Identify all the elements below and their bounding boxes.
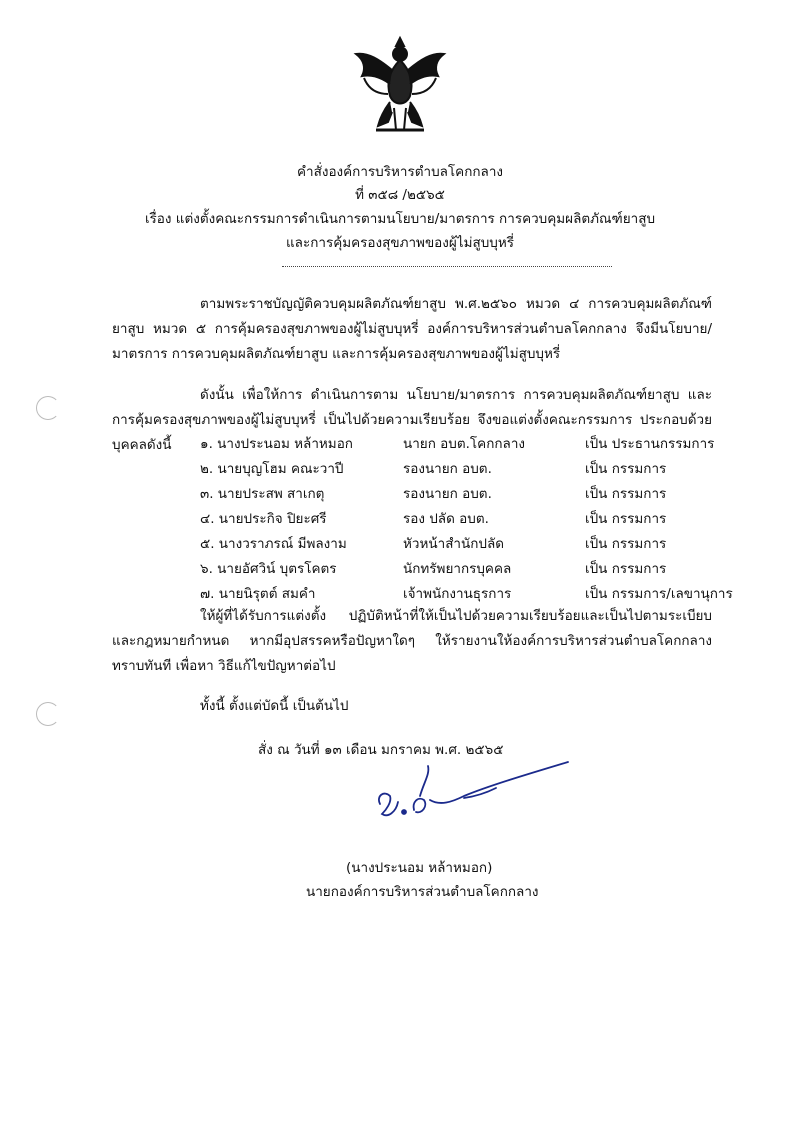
member-role: เป็น กรรมการ — [585, 561, 667, 577]
member-position: นายก อบต.โคกกลาง — [403, 436, 525, 452]
member-name: ๑. นางประนอม หล้าหมอก — [200, 436, 353, 452]
member-role: เป็น ประธานกรรมการ — [585, 436, 715, 452]
header-divider — [282, 266, 612, 267]
member-role: เป็น กรรมการ — [585, 461, 667, 477]
subject-line-2: และการคุ้มครองสุขภาพของผู้ไม่สูบบุหรี่ — [285, 235, 515, 251]
member-name: ๖. นายอัศวิน์ บุตรโคตร — [200, 561, 337, 577]
committee-row — [0, 432, 800, 456]
paragraph-3-text: ให้ผู้ที่ได้รับการแต่งตั้ง ปฏิบัติหน้าที่ให้เป็นไปด้วยความเรียบร้อยและเป็นไปตามระเบียบและกฎหมายกำหนด หากมีอุปสรรคหรือปัญหาใดๆ ให้รายงานให้องค์การบริหารส่วนตำบลโคกกลางทราบทันที เพื่อหา วิธีแก้ไขปัญหาต่อไป — [112, 608, 712, 674]
committee-row — [0, 582, 800, 606]
member-role: เป็น กรรมการ — [585, 536, 667, 552]
signatory-name: (นางประนอม หล้าหมอก) — [346, 860, 493, 876]
member-role: เป็น กรรมการ — [585, 486, 667, 502]
member-name: ๗. นายนิรุตต์ สมคำ — [200, 586, 316, 602]
committee-row — [0, 482, 800, 506]
order-number: ที่ ๓๕๘ /๒๕๖๕ — [355, 187, 445, 203]
member-name: ๓. นายประสพ สาเกตุ — [200, 486, 325, 502]
member-position: หัวหน้าสำนักปลัด — [403, 536, 505, 552]
order-title: คำสั่งองค์การบริหารตำบลโคกกลาง — [297, 164, 503, 180]
committee-row — [0, 457, 800, 481]
member-name: ๔. นายประกิจ ปิยะศรี — [200, 511, 327, 527]
member-role: เป็น กรรมการ — [585, 511, 667, 527]
signatory-title: นายกองค์การบริหารส่วนตำบลโคกกลาง — [306, 884, 539, 900]
member-position: รองนายก อบต. — [403, 486, 492, 502]
paragraph-2-text: ดังนั้น เพื่อให้การ ดำเนินการตาม นโยบาย/มาตรการ การควบคุมผลิตภัณฑ์ยาสูบ และการคุ้มครองสุขภาพของผู้ไม่สูบบุหรี่ เป็นไปด้วยความเรียบร้อย จึงขอแต่งตั้งคณะกรรมการ ประกอบด้วยบุคคลดังนี้ — [112, 387, 712, 453]
subject-line-1: เรื่อง แต่งตั้งคณะกรรมการดำเนินการตามนโยบาย/มาตรการ การควบคุมผลิตภัณฑ์ยาสูบ — [144, 211, 656, 227]
committee-row — [0, 557, 800, 581]
committee-row — [0, 532, 800, 556]
member-position: เจ้าพนักงานธุรการ — [403, 586, 512, 602]
handwritten-signature — [368, 752, 588, 832]
paragraph-legal-basis — [112, 292, 712, 367]
paragraph-duties — [112, 604, 712, 679]
paragraph-1-text: ตามพระราชบัญญัติควบคุมผลิตภัณฑ์ยาสูบ พ.ศ.๒๕๖๐ หมวด ๔ การควบคุมผลิตภัณฑ์ยาสูบ หมวด ๕ การคุ้มครองสุขภาพของผู้ไม่สูบบุหรี่ องค์การบริหารส่วนตำบลโคกกลาง จึงมีนโยบาย/มาตรการ การควบคุมผลิตภัณฑ์ยาสูบ และการคุ้มครองสุขภาพของผู้ไม่สูบบุหรี่ — [112, 296, 712, 362]
member-position: นักทรัพยากรบุคคล — [403, 561, 512, 577]
punch-hole-icon — [36, 702, 60, 726]
order-date: สั่ง ณ วันที่ ๑๓ เดือน มกราคม พ.ศ. ๒๕๖๕ — [258, 742, 504, 758]
committee-row — [0, 507, 800, 531]
member-position: รอง ปลัด อบต. — [403, 511, 489, 527]
member-name: ๕. นางวราภรณ์ มีพลงาม — [200, 536, 347, 552]
member-name: ๒. นายบุญโฮม คณะวาปี — [200, 461, 344, 477]
punch-hole-icon — [36, 396, 60, 420]
member-role: เป็น กรรมการ/เลขานุการ — [585, 586, 733, 602]
effective-statement: ทั้งนี้ ตั้งแต่บัดนี้ เป็นต้นไป — [200, 698, 349, 714]
member-position: รองนายก อบต. — [403, 461, 492, 477]
garuda-emblem-icon — [350, 30, 450, 135]
